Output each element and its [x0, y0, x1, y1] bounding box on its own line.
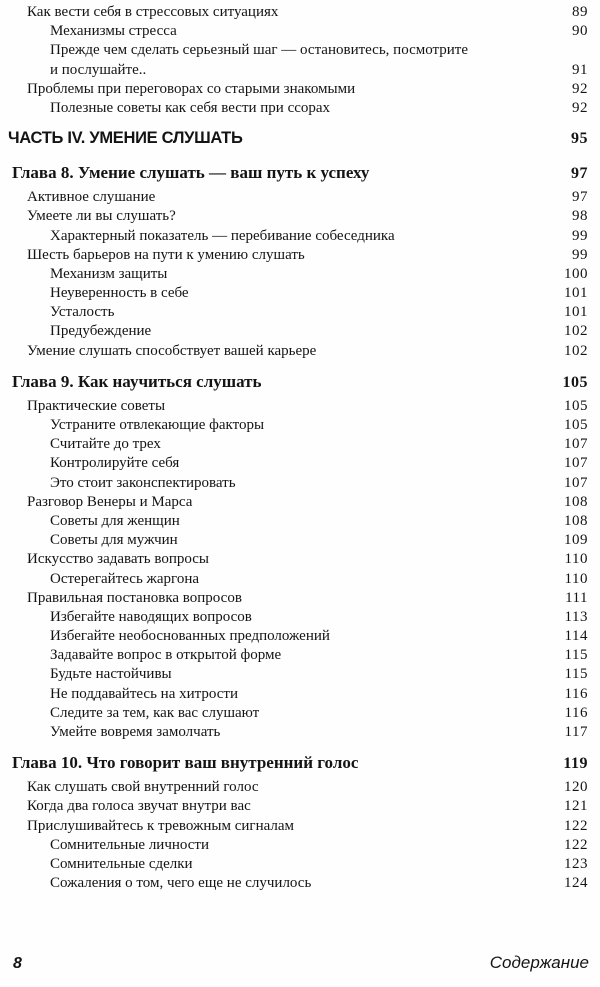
toc-entry-text: Советы для мужчин	[50, 532, 178, 549]
toc-entry-text: Не поддавайтесь на хитрости	[50, 685, 238, 702]
toc-row	[0, 874, 588, 893]
toc-entry-text: Избегайте необоснованных предположений	[50, 628, 330, 645]
toc-entry-page-number: 116	[564, 685, 588, 702]
toc-entry-text: Глава 8. Умение слушать — ваш путь к успеху	[12, 163, 370, 183]
toc-entry-page-number: 121	[564, 798, 588, 815]
toc-entry-text: Шесть барьеров на пути к умению слушать	[27, 246, 305, 263]
toc-entry-page-number: 115	[564, 647, 588, 664]
toc-entry-text: Будьте настойчивы	[50, 666, 172, 683]
toc-row	[0, 817, 588, 836]
toc-row	[0, 474, 588, 493]
toc-entry-page-number: 101	[564, 285, 588, 302]
toc-entry-page-number: 101	[564, 304, 588, 321]
toc-row	[0, 372, 588, 397]
toc-row	[0, 41, 588, 60]
toc-entry-text: ЧАСТЬ IV. УМЕНИЕ СЛУШАТЬ	[8, 129, 243, 148]
toc-entry-text: Остерегайтесь жаргона	[50, 570, 200, 587]
toc-row	[0, 163, 588, 188]
toc-row	[0, 322, 588, 341]
toc-entry-page-number: 110	[564, 551, 588, 568]
toc-row	[0, 531, 588, 550]
toc-entry-page-number: 109	[564, 532, 588, 549]
toc-row	[0, 855, 588, 874]
toc-entry-text: Искусство задавать вопросы	[27, 551, 209, 568]
toc-row	[0, 454, 588, 473]
toc-entry-text: Считайте до трех	[50, 436, 161, 453]
toc-entry-text: Глава 10. Что говорит ваш внутренний голос	[12, 753, 359, 773]
toc-row	[0, 22, 588, 41]
toc-entry-text: Умение слушать способствует вашей карьере	[27, 342, 317, 359]
toc-row	[0, 627, 588, 646]
toc-row	[0, 753, 588, 778]
toc-entry-text: Умейте вовремя замолчать	[50, 724, 221, 740]
toc-entry-page-number: 117	[564, 724, 588, 740]
toc-row	[0, 435, 588, 454]
toc-entry-page-number: 102	[564, 323, 588, 340]
toc-row	[0, 646, 588, 665]
toc-row	[0, 246, 588, 265]
toc-entry-page-number: 97	[571, 165, 588, 183]
page-footer	[13, 953, 589, 973]
toc-row	[0, 188, 588, 207]
toc-entry-text: Активное слушание	[27, 189, 156, 206]
toc-entry-text: Правильная постановка вопросов	[27, 589, 242, 606]
toc-entry-text: Сомнительные личности	[50, 836, 210, 853]
toc-entry-page-number: 105	[564, 417, 588, 433]
toc-entry-page-number: 90	[572, 23, 588, 40]
toc-entry-page-number: 105	[564, 397, 588, 414]
toc-entry-page-number: 108	[564, 493, 588, 510]
toc-entry-page-number: 122	[564, 836, 588, 853]
toc-entry-text: Практические советы	[27, 397, 166, 414]
toc-row	[0, 665, 588, 684]
toc-row	[0, 227, 588, 246]
toc-row	[0, 129, 588, 152]
toc-entry-text: Как слушать свой внутренний голос	[27, 779, 259, 796]
toc-entry-text: Механизм защиты	[50, 265, 168, 282]
toc-row	[0, 265, 588, 284]
toc-entry-page-number: 110	[564, 570, 588, 587]
toc-entry-text: Усталость	[50, 304, 115, 321]
toc-entry-text: Характерный показатель — перебивание собеседника	[50, 227, 395, 244]
toc-entry-page-number: 89	[572, 4, 588, 20]
toc-row	[0, 589, 588, 608]
toc-entry-text: Это стоит законспектировать	[50, 474, 236, 491]
toc-entry-text: Следите за тем, как вас слушают	[50, 704, 260, 721]
toc-entry-page-number: 124	[564, 875, 588, 892]
toc-entry-text: Когда два голоса звучат внутри вас	[27, 798, 251, 815]
toc-entry-text: Прежде чем сделать серьезный шаг — остановитесь, посмотрите	[50, 42, 469, 59]
toc-row	[0, 3, 588, 22]
toc-entry-page-number: 97	[572, 189, 588, 206]
toc-entry-text: Контролируйте себя	[50, 455, 180, 472]
toc-row	[0, 608, 588, 627]
toc-entry-page-number: 111	[565, 589, 588, 606]
toc-row	[0, 416, 588, 435]
toc-row	[0, 61, 588, 80]
toc-entry-page-number: 107	[564, 455, 588, 472]
toc-entry-page-number: 113	[564, 608, 588, 625]
toc-entry-text: Разговор Венеры и Марса	[27, 493, 193, 510]
toc-entry-text: Сожаления о том, чего еще не случилось	[50, 875, 312, 892]
toc-entry-page-number: 92	[572, 99, 588, 116]
toc-entry-text: Задавайте вопрос в открытой форме	[50, 647, 282, 664]
toc-entry-text: Как вести себя в стрессовых ситуациях	[27, 4, 279, 20]
toc-row	[0, 550, 588, 569]
toc-entry-page-number: 100	[564, 265, 588, 282]
toc-row	[0, 685, 588, 704]
toc-entry-page-number: 116	[564, 704, 588, 721]
toc-row	[0, 570, 588, 589]
toc-entry-text: Механизмы стресса	[50, 23, 177, 40]
toc-row	[0, 80, 588, 99]
toc-entry-page-number: 102	[564, 342, 588, 359]
toc-entry-page-number: 114	[564, 628, 588, 645]
toc-row	[0, 493, 588, 512]
toc-entry-page-number: 98	[572, 208, 588, 225]
toc-entry-text: Умеете ли вы слушать?	[27, 208, 176, 225]
toc-row	[0, 512, 588, 531]
toc-entry-page-number: 123	[564, 855, 588, 872]
toc-row	[0, 284, 588, 303]
toc-row	[0, 342, 588, 361]
toc-entry-text: Проблемы при переговорах со старыми знакомыми	[27, 80, 356, 97]
toc-row	[0, 99, 588, 118]
toc-entry-page-number: 108	[564, 512, 588, 529]
toc-entry-text: Избегайте наводящих вопросов	[50, 608, 252, 625]
toc-entry-page-number: 122	[564, 817, 588, 834]
toc-entry-page-number: 105	[562, 373, 588, 391]
toc-entry-text: Сомнительные сделки	[50, 855, 193, 872]
folio-page-number: 8	[13, 955, 22, 972]
toc-entry-page-number: 92	[572, 80, 588, 97]
toc-row	[0, 397, 588, 416]
toc-row	[0, 723, 588, 742]
toc-entry-page-number: 107	[564, 436, 588, 453]
running-title: Содержание	[489, 953, 589, 972]
toc-entry-text: Полезные советы как себя вести при ссорах	[50, 99, 331, 116]
toc-entry-text: Устраните отвлекающие факторы	[50, 417, 265, 433]
toc-entry-page-number: 95	[571, 130, 588, 148]
toc-entry-text: Советы для женщин	[50, 512, 180, 529]
toc-row	[0, 704, 588, 723]
toc-entry-page-number: 99	[572, 246, 588, 263]
toc-entry-text: Неуверенность в себе	[50, 285, 189, 302]
toc-row	[0, 778, 588, 797]
toc-row	[0, 303, 588, 322]
toc-entry-page-number: 91	[572, 61, 588, 78]
toc-entry-text: Глава 9. Как научиться слушать	[12, 371, 262, 391]
toc-row	[0, 836, 588, 855]
toc-entry-text: Прислушивайтесь к тревожным сигналам	[27, 817, 295, 834]
toc-row	[0, 207, 588, 226]
toc-entry-page-number: 99	[572, 227, 588, 244]
toc-list	[0, 1, 588, 893]
toc-entry-page-number: 119	[563, 755, 588, 773]
toc-entry-text: и послушайте..	[50, 61, 147, 78]
toc-entry-text: Предубеждение	[50, 323, 152, 340]
toc-entry-page-number: 107	[564, 474, 588, 491]
toc-row	[0, 797, 588, 816]
toc-entry-page-number: 120	[564, 779, 588, 796]
toc-entry-page-number: 115	[564, 666, 588, 683]
